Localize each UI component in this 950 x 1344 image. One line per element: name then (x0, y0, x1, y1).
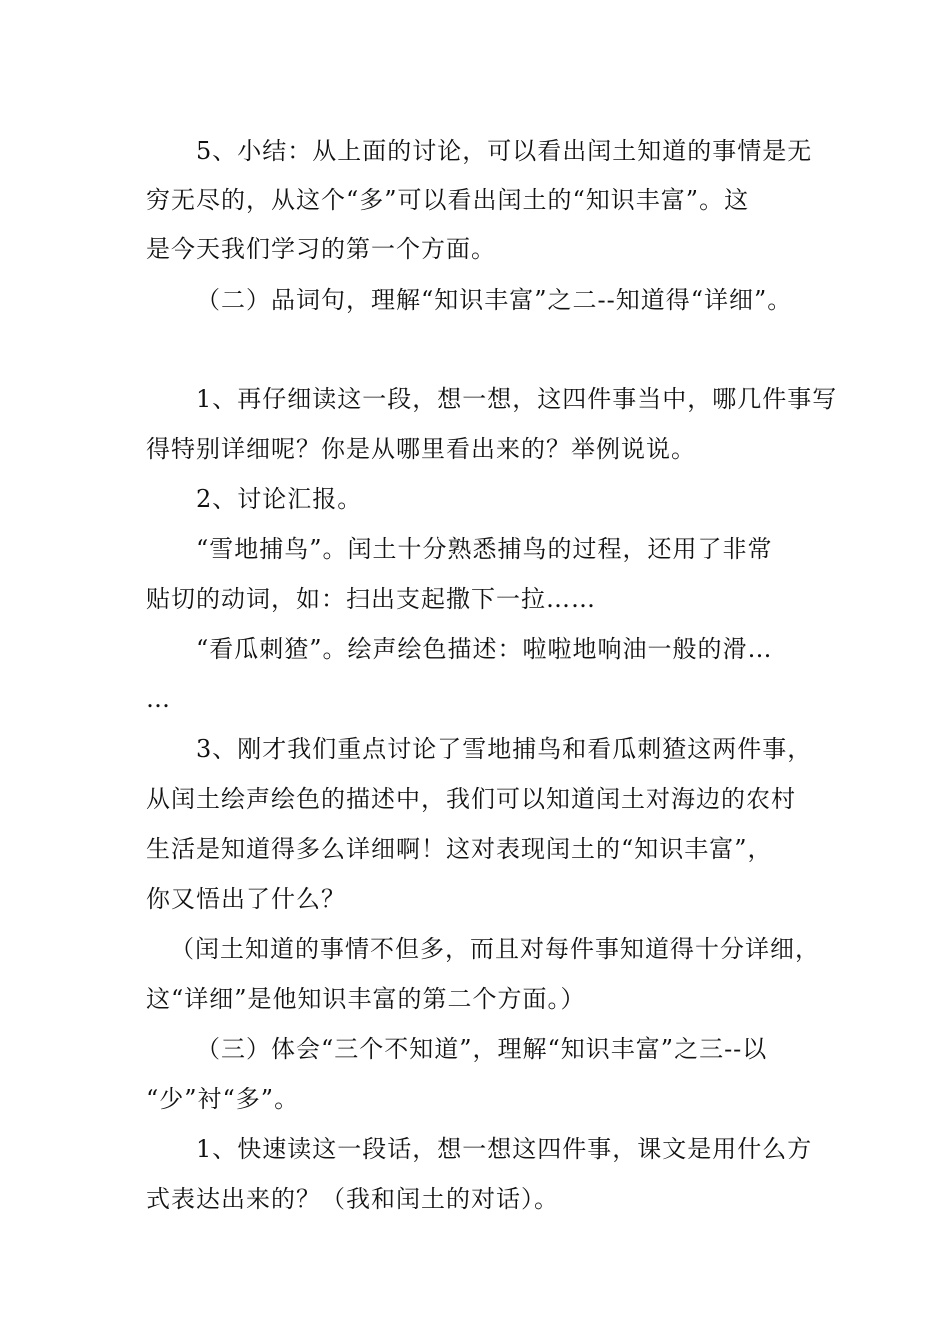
section-three-item-one-line-1: 1、快速读这一段话，想一想这四件事，课文是用什么方 (196, 1135, 813, 1163)
item-one-line-2: 得特别详细呢？你是从哪里看出来的？举例说说。 (146, 435, 696, 463)
melon-badger-line-2: … (146, 685, 171, 713)
answer-line-1: （闰土知道的事情不但多，而且对每件事知道得十分详细， (170, 935, 820, 963)
section-three-heading-line-2: “少”衬“多”。 (146, 1085, 300, 1113)
summary-line-3: 是今天我们学习的第一个方面。 (146, 235, 496, 263)
item-two-line: 2、讨论汇报。 (196, 485, 363, 513)
section-three-item-one-line-2: 式表达出来的？（我和闰土的对话）。 (146, 1185, 559, 1213)
section-two-heading: （二）品词句，理解“知识丰富”之二--知道得“详细”。 (196, 286, 793, 314)
summary-line-2: 穷无尽的，从这个“多”可以看出闰土的“知识丰富”。这 (146, 186, 750, 214)
snow-bird-line-1: “雪地捕鸟”。闰土十分熟悉捕鸟的过程，还用了非常 (196, 535, 773, 563)
answer-line-2: 这“详细”是他知识丰富的第二个方面。） (146, 985, 586, 1013)
item-three-line-4: 你又悟出了什么？ (146, 885, 346, 913)
snow-bird-line-2: 贴切的动词，如：扫出支起撒下一拉…… (146, 585, 596, 613)
summary-line-1: 5、小结：从上面的讨论，可以看出闰土知道的事情是无 (196, 137, 813, 165)
melon-badger-line-1: “看瓜刺猹”。绘声绘色描述：啦啦地响油一般的滑… (196, 635, 773, 663)
item-one-line-1: 1、再仔细读这一段，想一想，这四件事当中，哪几件事写 (196, 385, 838, 413)
section-three-heading-line-1: （三）体会“三个不知道”，理解“知识丰富”之三--以 (196, 1035, 768, 1063)
item-three-line-2: 从闰土绘声绘色的描述中，我们可以知道闰土对海边的农村 (146, 785, 796, 813)
item-three-line-1: 3、刚才我们重点讨论了雪地捕鸟和看瓜刺猹这两件事， (196, 735, 813, 763)
item-three-line-3: 生活是知道得多么详细啊！这对表现闰土的“知识丰富”， (146, 835, 773, 863)
